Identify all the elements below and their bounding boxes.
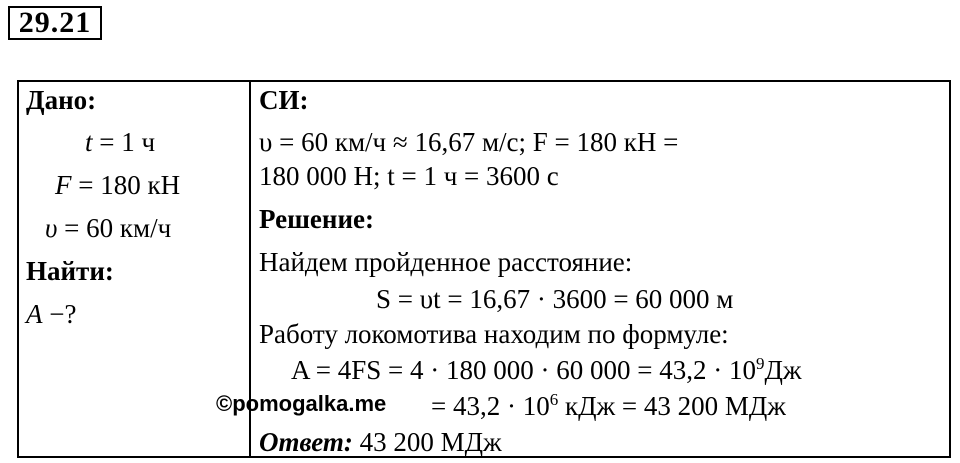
formula-work: A = 4FS = 4 · 180 000 · 60 $000 = 43,2 \cdot 10^9Дж$ — [291, 354, 802, 385]
solution-heading: Решение: — [259, 204, 374, 234]
given-v: υ = 60 км/ч — [45, 213, 172, 243]
answer-label: Ответ: — [259, 427, 353, 457]
given-t: t = 1 ч — [85, 127, 156, 157]
answer-line — [259, 426, 502, 458]
find-value: A −? — [26, 299, 77, 329]
find-heading: Найти: — [26, 256, 114, 286]
si-heading: СИ: — [259, 85, 309, 115]
formula-work-converted: = $43,2 \cdot 10^6$ кДж = 43 200 МДж — [431, 390, 786, 421]
formula-distance: S = υt = 16,67 · 3600 = 60 000 м — [376, 284, 734, 314]
si-line-2: 180 000 Н; t = 1 ч = 3600 с — [259, 161, 559, 191]
solution-text-2: Работу локомотива находим по формуле: — [259, 319, 729, 349]
answer-value: 43 200 МДж — [352, 427, 502, 457]
si-line-1: υ = 60 км/ч ≈ 16,67 м/с; F = 180 кН = — [259, 127, 679, 157]
solution-table — [17, 80, 951, 458]
watermark-text: ©pomogalka.me — [216, 391, 387, 416]
solution-text-1: Найдем пройденное расстояние: — [259, 247, 633, 277]
given-heading: Дано: — [26, 85, 97, 115]
given-f: F = 180 кН — [55, 170, 181, 200]
problem-number: 29.21 — [8, 6, 102, 40]
